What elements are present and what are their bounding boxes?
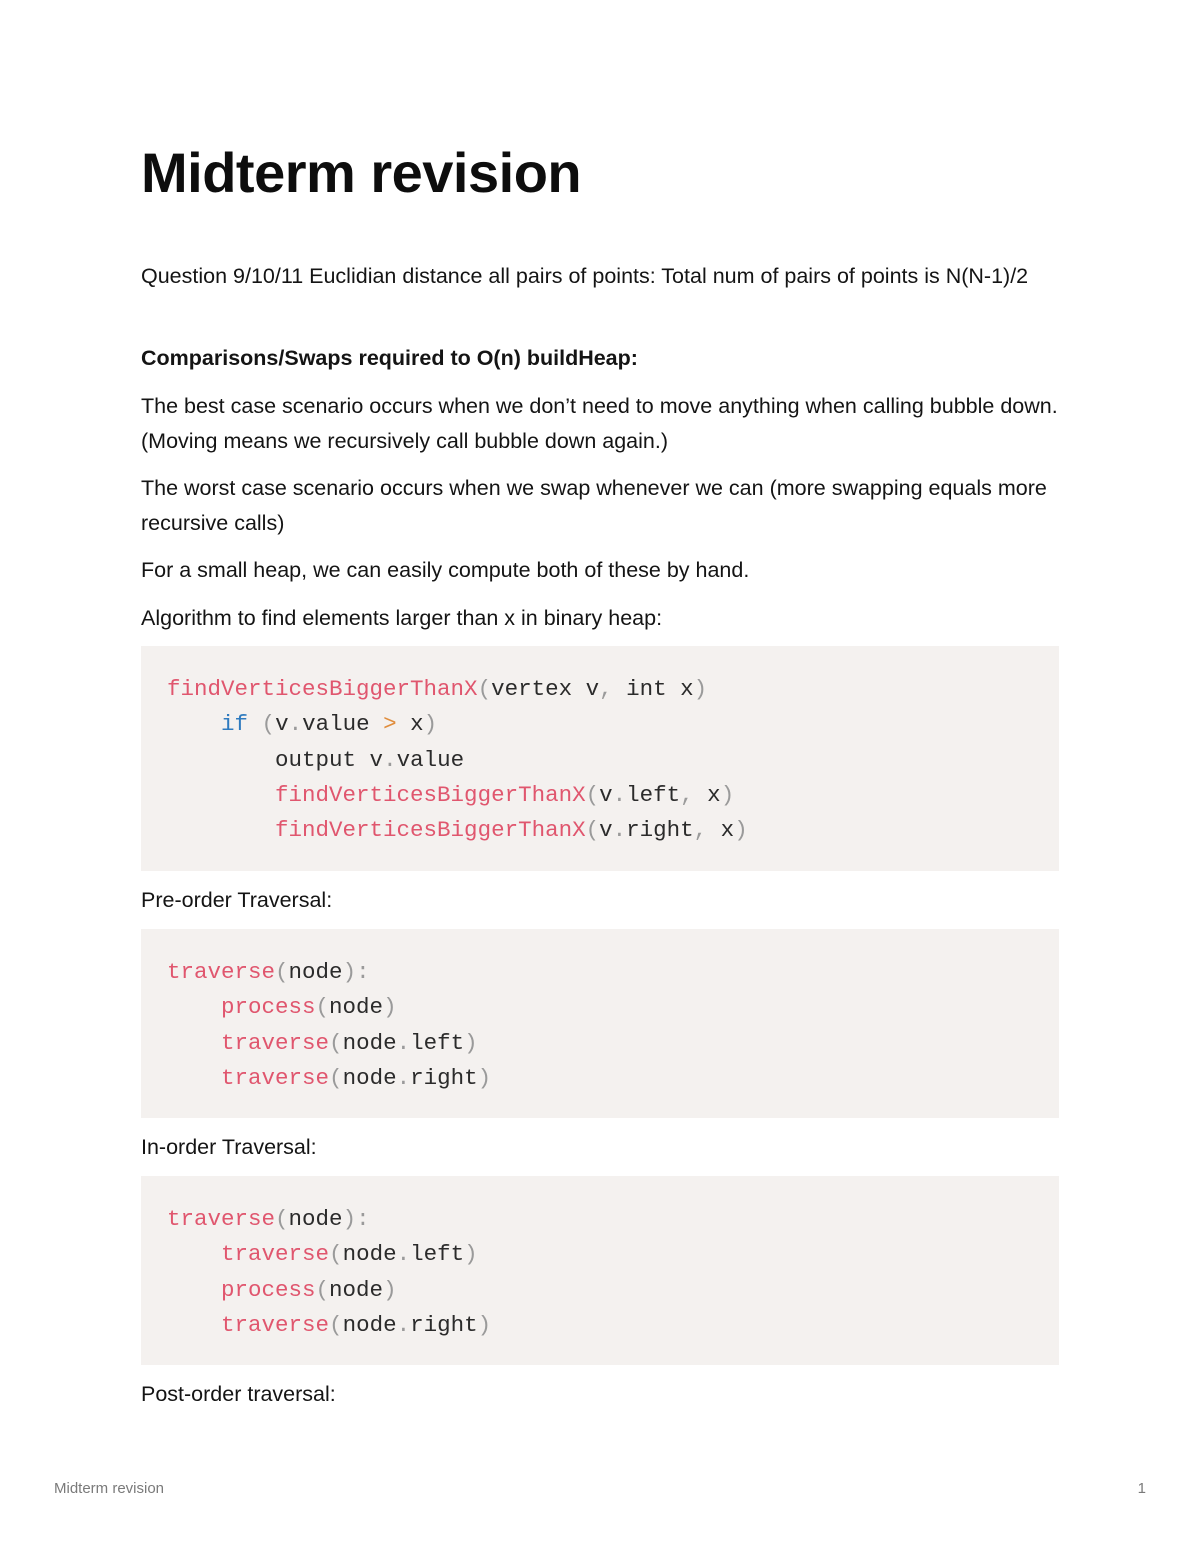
paragraph-question: Question 9/10/11 Euclidian distance all pairs of points: Total num of pairs of points is N(N-1)/2 — [141, 264, 1029, 288]
paragraph-best-case: The best case scenario occurs when we don’t need to move anything when calling bubble down. (Moving means we recursively call bubble down again.) — [141, 394, 1058, 453]
code-cond-op: > — [383, 711, 397, 738]
code-call-fn-left: findVerticesBiggerThanX — [275, 781, 586, 808]
code-node: node — [329, 1276, 384, 1303]
label-preorder: Pre-order Traversal: — [141, 888, 333, 912]
code-node: node — [342, 1029, 397, 1056]
code-call-right: right — [626, 817, 694, 844]
code-right: right — [410, 1311, 478, 1338]
heading-comparisons: Comparisons/Swaps required to O(n) buildHeap: — [141, 346, 638, 370]
code-node: node — [342, 1064, 397, 1091]
code-param-vertex: vertex v — [491, 676, 600, 702]
code-right: right — [410, 1064, 478, 1091]
code-node: node — [342, 1241, 397, 1268]
code-cond-right: x — [410, 711, 424, 738]
code-traverse: traverse — [221, 1029, 330, 1056]
paragraph-algorithm: Algorithm to find elements larger than x in binary heap: — [141, 606, 663, 630]
label-postorder: Post-order traversal: — [141, 1382, 336, 1406]
code-left: left — [410, 1029, 465, 1056]
code-node: node — [329, 994, 384, 1021]
code-cond-prop: value — [302, 711, 370, 738]
code-process: process — [221, 994, 316, 1021]
code-traverse: traverse — [221, 1241, 330, 1268]
code-node: node — [342, 1311, 397, 1338]
code-call-arg-v: v — [599, 781, 613, 808]
footer-page-number: 1 — [1137, 1480, 1146, 1497]
code-traverse: traverse — [167, 1206, 276, 1232]
code-param-int: int x — [626, 676, 694, 702]
code-fn-name: findVerticesBiggerThanX — [167, 676, 478, 702]
code-find-vertices: findVerticesBiggerThanX(vertex v, int x) if (v.value > x) output v.value findVerticesBiggerThanX(v.left, x) findVerticesBiggerThanX(v.right, x) — [167, 676, 748, 844]
code-inorder: traverse(node): traverse(node.left) process(node) traverse(node.right) — [167, 1206, 492, 1338]
code-block-inorder — [141, 1176, 1059, 1365]
label-inorder: In-order Traversal: — [141, 1135, 317, 1159]
page-title: Midterm revision — [141, 141, 582, 204]
code-process: process — [221, 1276, 316, 1303]
paragraph-worst-case: The worst case scenario occurs when we swap whenever we can (more swapping equals more recursive calls) — [141, 476, 1047, 535]
code-traverse: traverse — [221, 1064, 330, 1091]
code-output-prop: value — [396, 746, 465, 773]
code-left: left — [410, 1241, 465, 1268]
code-node: node — [288, 959, 343, 985]
code-call-x: x — [720, 817, 735, 844]
code-call-left: left — [626, 781, 681, 808]
code-call-fn-right: findVerticesBiggerThanX — [275, 817, 586, 844]
code-block-preorder — [141, 929, 1059, 1118]
footer-doc-name: Midterm revision — [54, 1480, 165, 1497]
code-traverse: traverse — [221, 1311, 330, 1338]
code-call-x: x — [707, 781, 721, 808]
paragraph-small-heap: For a small heap, we can easily compute both of these by hand. — [141, 558, 750, 582]
code-call-arg-v: v — [599, 817, 613, 844]
code-block-find-vertices — [141, 646, 1059, 871]
code-node: node — [288, 1206, 343, 1232]
code-traverse: traverse — [167, 959, 276, 985]
code-output-stmt: output v — [275, 746, 384, 773]
code-preorder: traverse(node): process(node) traverse(node.left) traverse(node.right) — [167, 959, 492, 1091]
code-cond-left: v — [275, 711, 289, 738]
code-keyword-if: if — [221, 711, 249, 738]
